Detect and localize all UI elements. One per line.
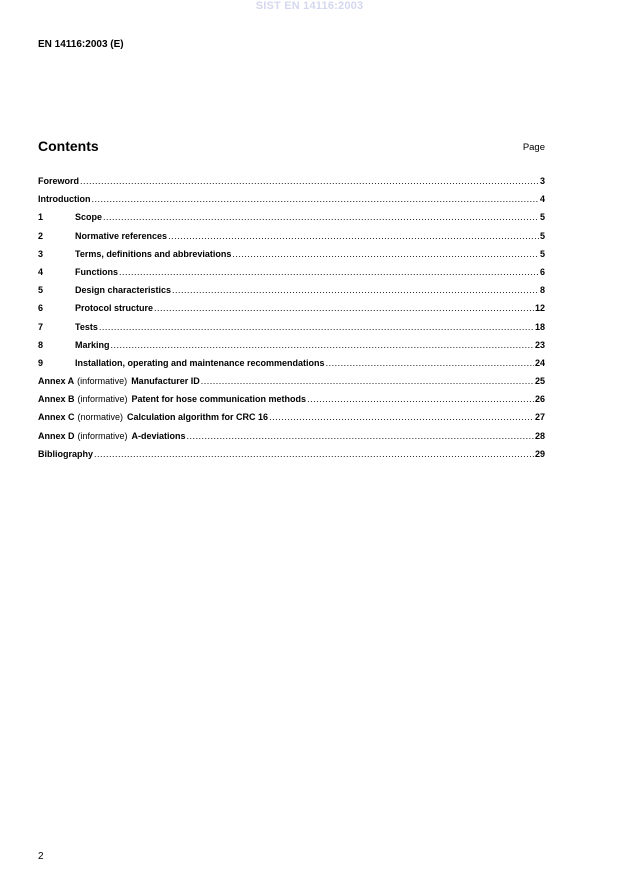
toc-entry-number: 1 [38,212,44,223]
toc-entry-title: Design characteristics [75,285,172,296]
toc-leader-dots [92,194,539,204]
toc-leader-dots [307,394,534,404]
toc-entry-page: 4 [539,194,545,205]
toc-entry-number: 2 [38,230,44,241]
toc-entry-page: 5 [539,248,545,259]
toc-entry-title: Installation, operating and maintenance recommendations [75,357,325,368]
toc-entry-page: 12 [534,303,545,314]
toc-entry-annex-d[interactable] [38,431,545,449]
toc-entry-title: Foreword [38,176,80,186]
toc-entry-page: 8 [539,285,545,296]
toc-annex-label: Annex A [38,376,75,387]
toc-entry-marking[interactable] [38,340,545,358]
toc-leader-dots [154,303,534,313]
toc-leader-dots [111,340,534,350]
toc-leader-dots [99,322,534,332]
toc-entry-number: 5 [38,285,44,296]
toc-entry-title: Scope [75,212,103,223]
document-id: EN 14116:2003 (E) [38,39,124,50]
toc-entry-foreword[interactable] [38,176,545,194]
toc-annex-type: (normative) [77,412,124,423]
toc-entry-title: Patent for hose communication methods [131,394,307,405]
toc-entry-page: 5 [539,230,545,241]
toc-entry-title: Protocol structure [75,303,154,314]
toc-annex-type: (informative) [77,430,128,441]
toc-entry-number: 4 [38,266,44,277]
table-of-contents [38,176,545,467]
toc-entry-title: Introduction [38,194,91,205]
toc-entry-title: Functions [75,266,118,277]
toc-entry-title: Bibliography [38,448,94,459]
toc-entry-bibliography[interactable] [38,449,545,467]
toc-leader-dots [201,376,534,386]
toc-entry-number: 3 [38,248,44,259]
toc-entry-number: 6 [38,303,44,314]
toc-leader-dots [232,249,539,259]
toc-entry-normative-references[interactable] [38,231,545,249]
toc-entry-number: 8 [38,339,44,350]
toc-entry-title: Terms, definitions and abbreviations [75,248,232,259]
toc-entry-title: Tests [75,321,98,332]
toc-entry-annex-a[interactable] [38,376,545,394]
toc-entry-title: A-deviations [131,430,186,441]
toc-entry-page: 18 [534,321,545,332]
toc-annex-type: (informative) [77,376,128,387]
toc-leader-dots [80,176,539,186]
toc-entry-annex-b[interactable] [38,394,545,412]
toc-entry-design-characteristics[interactable] [38,285,545,303]
page-column-label: Page [522,142,545,153]
toc-annex-label: Annex C [38,412,75,423]
toc-entry-page: 23 [534,339,545,350]
toc-entry-introduction[interactable] [38,194,545,212]
toc-leader-dots [269,412,534,422]
toc-annex-label: Annex D [38,430,75,441]
watermark: SIST EN 14116:2003 [255,0,364,12]
toc-entry-protocol-structure[interactable] [38,303,545,321]
toc-leader-dots [172,285,539,295]
toc-leader-dots [119,267,539,277]
toc-entry-annex-c[interactable] [38,412,545,430]
toc-entry-installation[interactable] [38,358,545,376]
toc-entry-tests[interactable] [38,322,545,340]
toc-entry-title: Manufacturer ID [131,376,200,387]
toc-entry-page: 5 [539,212,545,223]
toc-entry-title: Calculation algorithm for CRC 16 [127,412,269,423]
toc-leader-dots [326,358,534,368]
toc-entry-number: 7 [38,321,44,332]
toc-entry-page: 26 [534,394,545,405]
toc-entry-page: 28 [534,430,545,441]
toc-entry-page: 6 [539,266,545,277]
toc-leader-dots [187,431,534,441]
toc-entry-number: 9 [38,357,44,368]
toc-entry-page: 27 [534,412,545,423]
toc-entry-title: Normative references [75,230,168,241]
toc-leader-dots [103,212,539,222]
toc-entry-terms-definitions[interactable] [38,249,545,267]
toc-entry-page: 25 [534,376,545,387]
toc-annex-label: Annex B [38,394,75,405]
toc-annex-type: (informative) [77,394,128,405]
toc-entry-scope[interactable] [38,212,545,230]
toc-leader-dots [94,449,534,459]
toc-entry-functions[interactable] [38,267,545,285]
page-number: 2 [38,851,44,862]
toc-entry-page: 24 [534,357,545,368]
toc-entry-page: 3 [539,176,545,186]
toc-entry-page: 29 [534,448,545,459]
toc-entry-title: Marking [75,339,110,350]
contents-title: Contents [38,138,99,154]
toc-leader-dots [168,231,539,241]
